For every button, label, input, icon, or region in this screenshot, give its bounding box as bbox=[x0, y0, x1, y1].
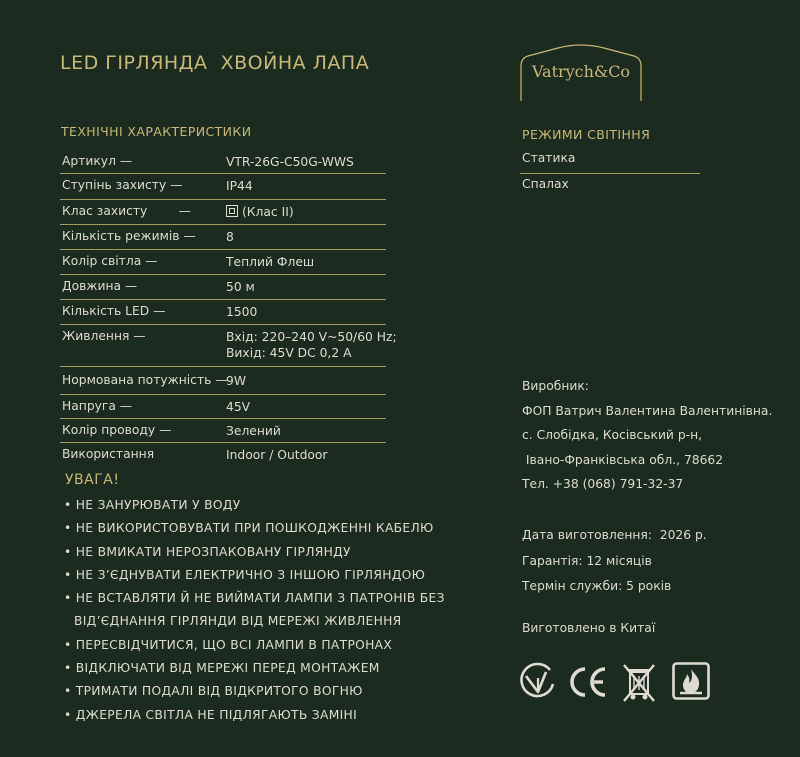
manufacturer-phone: Тел. +38 (068) 791-32-37 bbox=[522, 477, 684, 492]
ce-mark-icon bbox=[568, 666, 608, 698]
mode-item bbox=[520, 148, 700, 174]
warning-item bbox=[62, 542, 482, 565]
spec-value: 1500 bbox=[226, 305, 258, 319]
spec-row bbox=[60, 367, 386, 395]
spec-value: Indoor / Outdoor bbox=[226, 448, 328, 462]
spec-label: Довжина — bbox=[62, 279, 138, 293]
spec-label: Колір проводу — bbox=[62, 423, 172, 437]
modes-list bbox=[520, 148, 700, 199]
spec-row bbox=[60, 150, 386, 174]
warning-item bbox=[62, 611, 482, 634]
spec-label: Живлення — bbox=[62, 329, 146, 343]
spec-row bbox=[60, 300, 386, 325]
service-life: Термін служби: 5 років bbox=[522, 579, 672, 593]
spec-value: 50 м bbox=[226, 280, 255, 294]
spec-value-wrap bbox=[226, 204, 294, 220]
spec-row bbox=[60, 174, 386, 200]
spec-value: 8 bbox=[226, 230, 234, 244]
warning-text: • ДЖЕРЕЛА СВІТЛА НЕ ПІДЛЯГАЮТЬ ЗАМІНІ bbox=[64, 707, 358, 722]
made-in: Виготовлено в Китаї bbox=[522, 621, 656, 635]
warning-list bbox=[62, 495, 482, 728]
spec-label: Нормована потужність — bbox=[62, 373, 228, 387]
spec-row bbox=[60, 250, 386, 275]
page-title: LED ГІРЛЯНДА ХВОЙНА ЛАПА bbox=[60, 52, 370, 74]
warning-text: • ПЕРЕСВІДЧИТИСЯ, ЩО ВСІ ЛАМПИ В ПАТРОНАХ bbox=[64, 637, 393, 652]
warning-text: • ВІДКЛЮЧАТИ ВІД МЕРЕЖІ ПЕРЕД МОНТАЖЕМ bbox=[64, 661, 380, 676]
spec-row bbox=[60, 200, 386, 225]
spec-label: Клас захисту — bbox=[62, 204, 191, 218]
warning-text: • НЕ З’ЄДНУВАТИ ЕЛЕКТРИЧНО З ІНШОЮ ГІРЛЯНДОЮ bbox=[64, 567, 426, 582]
flammable-icon bbox=[672, 662, 710, 700]
spec-row bbox=[60, 419, 386, 443]
ua-conformity-icon bbox=[520, 662, 556, 702]
spec-value: Теплий Флеш bbox=[226, 255, 315, 269]
spec-value: 45V bbox=[226, 400, 251, 414]
warning-text: • НЕ ВИКОРИСТОВУВАТИ ПРИ ПОШКОДЖЕННІ КАБЕЛЮ bbox=[64, 521, 434, 536]
spec-label: Колір світла — bbox=[62, 254, 158, 268]
warning-item bbox=[62, 588, 482, 611]
spec-value bbox=[226, 329, 397, 361]
mode-item bbox=[520, 174, 700, 199]
manufacturer-address: Івано-Франківська обл., 78662 bbox=[522, 452, 724, 467]
warning-text: • НЕ ВМИКАТИ НЕРОЗПАКОВАНУ ГІРЛЯНДУ bbox=[64, 544, 351, 559]
spec-value: VTR-26G-C50G-WWS bbox=[226, 155, 354, 169]
manufacturer-block bbox=[522, 379, 792, 502]
brand-logo bbox=[518, 44, 644, 102]
warning-heading: УВАГА! bbox=[65, 472, 120, 488]
spec-label: Артикул — bbox=[62, 154, 133, 168]
warning-item bbox=[62, 565, 482, 588]
spec-label: Кількість режимів — bbox=[62, 229, 196, 243]
spec-row bbox=[60, 443, 386, 467]
warning-item bbox=[62, 705, 482, 728]
mode-label: Статика bbox=[522, 151, 576, 165]
spec-label: Напруга — bbox=[62, 399, 133, 413]
warning-text: • НЕ ЗАНУРЮВАТИ У ВОДУ bbox=[64, 498, 241, 512]
spec-label: Ступінь захисту — bbox=[62, 178, 183, 192]
spec-row bbox=[60, 325, 397, 367]
warning-item bbox=[62, 681, 482, 704]
spec-row bbox=[60, 225, 386, 250]
spec-value: (Клас II) bbox=[242, 205, 294, 219]
double-insulation-icon bbox=[226, 205, 238, 217]
weee-bin-icon bbox=[621, 662, 657, 704]
spec-value-line: Вхід: 220–240 V~50/60 Hz; bbox=[226, 330, 397, 344]
spec-label: Використання bbox=[62, 447, 155, 461]
spec-row bbox=[60, 395, 386, 419]
spec-value: IP44 bbox=[226, 179, 253, 193]
warning-item bbox=[62, 518, 482, 541]
manufacturer-address: с. Слобідка, Косівський р-н, bbox=[522, 428, 703, 443]
specs-heading: ТЕХНІЧНІ ХАРАКТЕРИСТИКИ bbox=[61, 124, 252, 139]
manufacturer-name: ФОП Ватрич Валентина Валентинівна. bbox=[522, 403, 773, 418]
warning-item bbox=[62, 658, 482, 681]
product-info bbox=[522, 528, 707, 605]
spec-value: Зелений bbox=[226, 424, 281, 438]
modes-heading: РЕЖИМИ СВІТІННЯ bbox=[522, 127, 651, 142]
manufacturer-label: Виробник: bbox=[522, 379, 589, 393]
specs-table bbox=[60, 150, 397, 467]
warranty: Гарантія: 12 місяців bbox=[522, 553, 652, 568]
warning-text: • ТРИМАТИ ПОДАЛІ ВІД ВІДКРИТОГО ВОГНЮ bbox=[64, 684, 363, 699]
warning-text: ВІД’ЄДНАННЯ ГІРЛЯНДИ ВІД МЕРЕЖІ ЖИВЛЕННЯ bbox=[74, 614, 402, 629]
spec-label: Кількість LED — bbox=[62, 304, 166, 318]
brand-name: Vatrych&Co bbox=[531, 62, 631, 81]
spec-row bbox=[60, 275, 386, 300]
warning-item bbox=[62, 635, 482, 658]
mode-label: Спалах bbox=[522, 177, 569, 191]
spec-value-line: Вихід: 45V DC 0,2 A bbox=[226, 346, 352, 360]
production-date: Дата виготовлення: 2026 р. bbox=[522, 528, 707, 542]
spec-value: 9W bbox=[226, 374, 246, 388]
warning-text: • НЕ ВСТАВЛЯТИ Й НЕ ВИЙМАТИ ЛАМПИ З ПАТРОНІВ БЕЗ bbox=[64, 591, 445, 606]
warning-item bbox=[62, 495, 482, 518]
